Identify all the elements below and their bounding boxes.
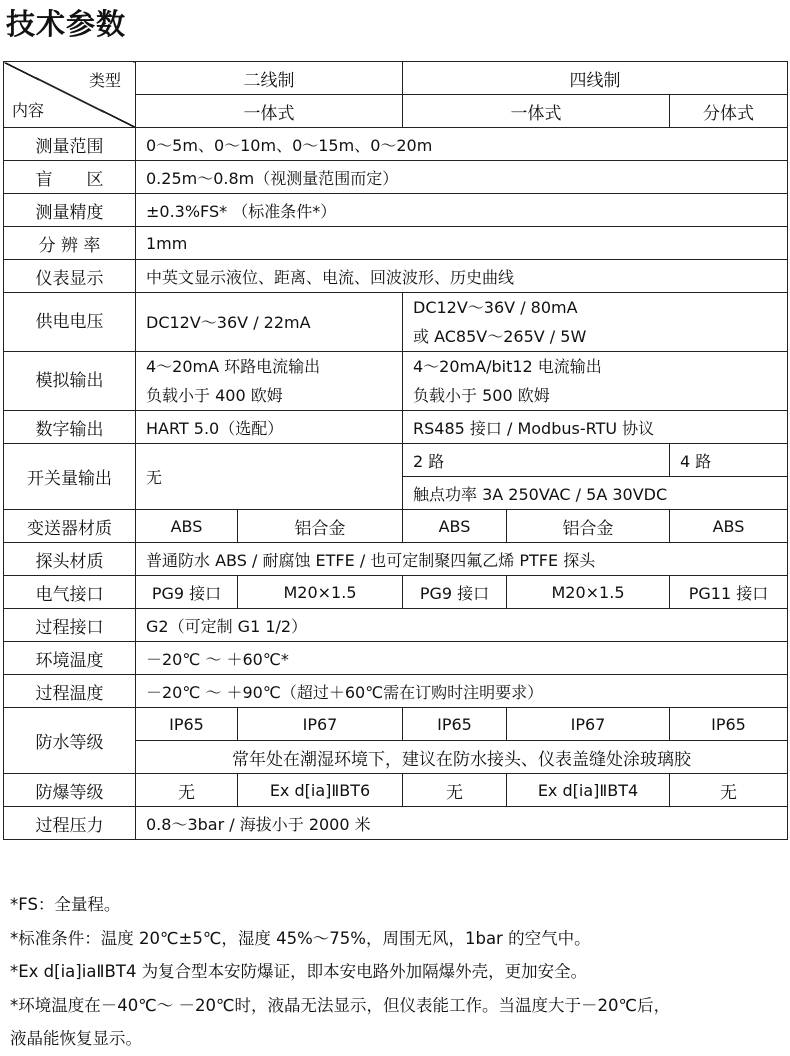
row-value: ±0.3%FS* （标准条件*） bbox=[136, 194, 788, 227]
four-wire-integrated-header: 一体式 bbox=[403, 95, 670, 128]
table-row bbox=[4, 642, 788, 675]
cell-value: Ex d[ia]ⅡBT6 bbox=[238, 774, 403, 807]
row-label: 变送器材质 bbox=[4, 510, 136, 543]
table-row bbox=[4, 128, 788, 161]
table-row bbox=[4, 352, 788, 411]
footnote: *标准条件：温度 20℃±5℃，湿度 45%～75%，周围无风，1bar 的空气中。 bbox=[10, 928, 591, 948]
value-line: 负载小于 500 欧姆 bbox=[413, 386, 550, 405]
four-wire-value: RS485 接口 / Modbus-RTU 协议 bbox=[403, 411, 788, 444]
cell-value: PG9 接口 bbox=[136, 576, 238, 609]
row-label: 过程压力 bbox=[4, 807, 136, 840]
table-row bbox=[4, 576, 788, 609]
cell-value: IP65 bbox=[403, 708, 507, 741]
value-line: 4～20mA/bit12 电流输出 bbox=[413, 357, 602, 376]
cell-value: 无 bbox=[136, 774, 238, 807]
row-label: 供电电压 bbox=[4, 293, 136, 352]
row-label: 模拟输出 bbox=[4, 352, 136, 411]
type-header: 类型 bbox=[88, 71, 121, 90]
row-label: 分 辨 率 bbox=[4, 227, 136, 260]
row-label: 测量精度 bbox=[4, 194, 136, 227]
row-value: 1mm bbox=[136, 227, 788, 260]
cell-value: ABS bbox=[136, 510, 238, 543]
table-row bbox=[4, 161, 788, 194]
row-value: －20℃ ～ ＋60℃* bbox=[136, 642, 788, 675]
row-value: 0.25m～0.8m（视测量范围而定） bbox=[136, 161, 788, 194]
cell-value: IP65 bbox=[136, 708, 238, 741]
table-row bbox=[4, 260, 788, 293]
row-label: 盲 区 bbox=[4, 161, 136, 194]
cell-value: Ex d[ia]ⅡBT4 bbox=[507, 774, 670, 807]
table-row bbox=[4, 444, 788, 477]
footnotes bbox=[10, 888, 670, 1056]
cell-value: IP65 bbox=[670, 708, 788, 741]
waterproof-note: 常年处在潮湿环境下，建议在防水接头、仪表盖缝处涂玻璃胶 bbox=[136, 741, 788, 774]
row-value: 中英文显示液位、距离、电流、回波波形、历史曲线 bbox=[136, 260, 788, 293]
row-label: 防水等级 bbox=[4, 708, 136, 774]
cell-value: IP67 bbox=[507, 708, 670, 741]
value-line: DC12V～36V / 80mA bbox=[413, 298, 578, 317]
row-label: 电气接口 bbox=[4, 576, 136, 609]
table-row bbox=[4, 411, 788, 444]
row-label: 数字输出 bbox=[4, 411, 136, 444]
row-label: 环境温度 bbox=[4, 642, 136, 675]
cell-value: M20×1.5 bbox=[507, 576, 670, 609]
footnote: *环境温度在－40℃～ －20℃时，液晶无法显示，但仪表能工作。当温度大于－20℃后， bbox=[10, 995, 671, 1015]
header-diagonal-cell bbox=[4, 62, 136, 128]
row-value: 0.8～3bar / 海拔小于 2000 米 bbox=[136, 807, 788, 840]
four-wire-header: 四线制 bbox=[403, 62, 788, 95]
table-row bbox=[4, 227, 788, 260]
cell-value: 无 bbox=[403, 774, 507, 807]
four-wire-integrated-value: 2 路 bbox=[403, 444, 670, 477]
table-row bbox=[4, 774, 788, 807]
four-wire-split-value: 4 路 bbox=[670, 444, 788, 477]
cell-value: 铝合金 bbox=[507, 510, 670, 543]
table-row bbox=[4, 194, 788, 227]
value-line: 4～20mA 环路电流输出 bbox=[146, 357, 321, 376]
spec-table bbox=[3, 61, 788, 840]
row-value: 0～5m、0～10m、0～15m、0～20m bbox=[136, 128, 788, 161]
table-row bbox=[4, 675, 788, 708]
cell-value: PG9 接口 bbox=[403, 576, 507, 609]
two-wire-value: 无 bbox=[136, 444, 403, 510]
cell-value: M20×1.5 bbox=[238, 576, 403, 609]
contact-rating-value: 触点功率 3A 250VAC / 5A 30VDC bbox=[403, 477, 788, 510]
row-label: 开关量输出 bbox=[4, 444, 136, 510]
row-label: 测量范围 bbox=[4, 128, 136, 161]
table-row bbox=[4, 609, 788, 642]
four-wire-value bbox=[403, 293, 788, 352]
table-row bbox=[4, 807, 788, 840]
table-row bbox=[4, 708, 788, 741]
cell-value: PG11 接口 bbox=[670, 576, 788, 609]
cell-value: IP67 bbox=[238, 708, 403, 741]
content-header: 内容 bbox=[12, 101, 45, 120]
row-label: 过程温度 bbox=[4, 675, 136, 708]
table-row bbox=[4, 510, 788, 543]
header-row-1 bbox=[4, 62, 788, 95]
cell-value: ABS bbox=[670, 510, 788, 543]
row-value: 普通防水 ABS / 耐腐蚀 ETFE / 也可定制聚四氟乙烯 PTFE 探头 bbox=[136, 543, 788, 576]
two-wire-integrated-header: 一体式 bbox=[136, 95, 403, 128]
table-row bbox=[4, 293, 788, 352]
cell-value: ABS bbox=[403, 510, 507, 543]
four-wire-value bbox=[403, 352, 788, 411]
row-label: 过程接口 bbox=[4, 609, 136, 642]
page-title: 技术参数 bbox=[6, 7, 127, 41]
two-wire-value: DC12V～36V / 22mA bbox=[136, 293, 403, 352]
row-label: 仪表显示 bbox=[4, 260, 136, 293]
footnote: 液晶能恢复显示。 bbox=[10, 1029, 142, 1048]
two-wire-header: 二线制 bbox=[136, 62, 403, 95]
two-wire-value: HART 5.0（选配） bbox=[136, 411, 403, 444]
footnote: *FS：全量程。 bbox=[10, 895, 121, 914]
value-line: 负载小于 400 欧姆 bbox=[146, 386, 283, 405]
cell-value: 铝合金 bbox=[238, 510, 403, 543]
row-label: 防爆等级 bbox=[4, 774, 136, 807]
footnote: *Ex d[ia]iaⅡBT4 为复合型本安防爆证，即本安电路外加隔爆外壳，更加安全。 bbox=[10, 962, 588, 981]
row-value: －20℃ ～ ＋90℃（超过＋60℃需在订购时注明要求） bbox=[136, 675, 788, 708]
four-wire-split-header: 分体式 bbox=[670, 95, 788, 128]
row-label: 探头材质 bbox=[4, 543, 136, 576]
table-row bbox=[4, 543, 788, 576]
row-value: G2（可定制 G1 1/2） bbox=[136, 609, 788, 642]
value-line: 或 AC85V～265V / 5W bbox=[413, 327, 587, 346]
two-wire-value bbox=[136, 352, 403, 411]
cell-value: 无 bbox=[670, 774, 788, 807]
